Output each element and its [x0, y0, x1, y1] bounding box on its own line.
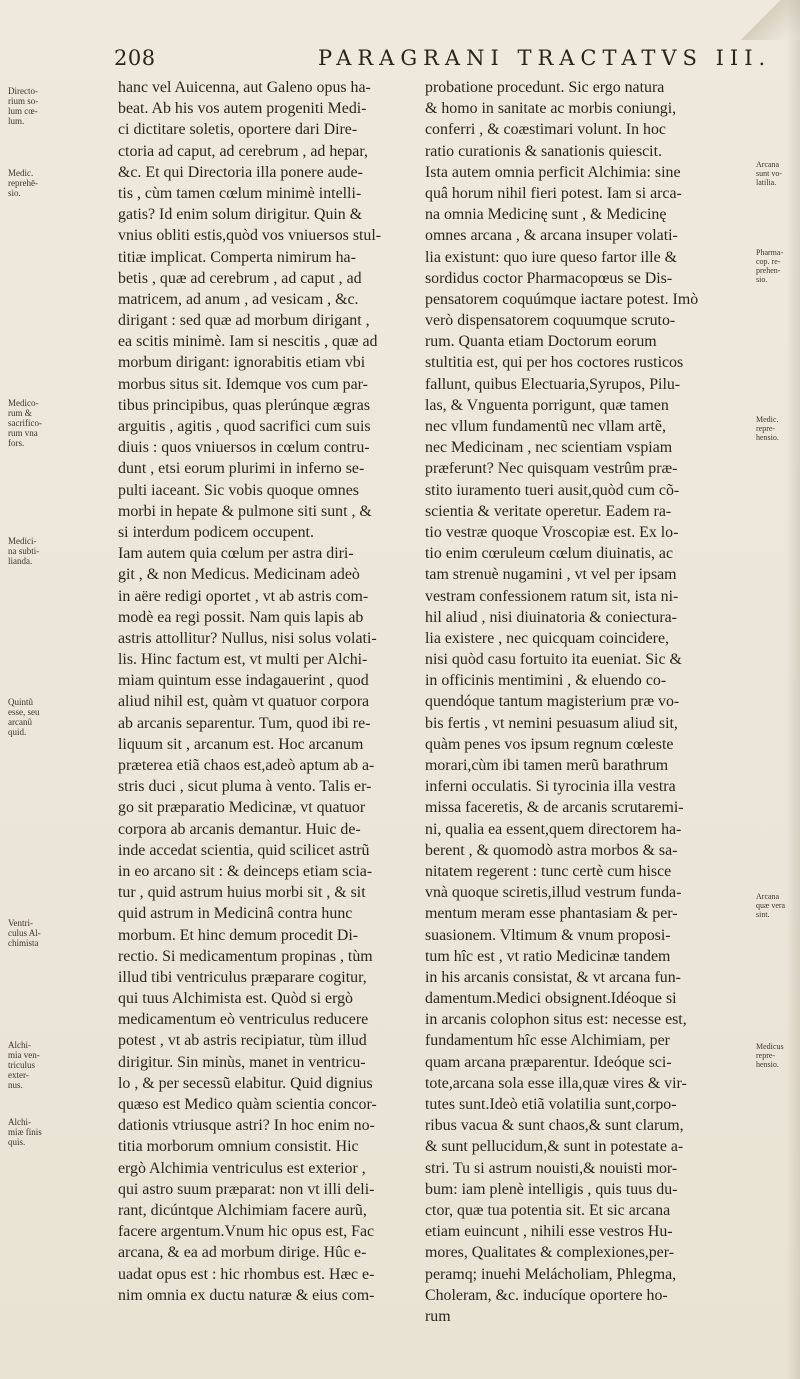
- margin-note: [8, 1117, 78, 1147]
- text-line: verò dispensatorem coquumque scruto-: [425, 312, 676, 330]
- text-line: quid astrum in Medicinâ contra hunc: [118, 905, 353, 923]
- text-line: betis , quæ ad cerebrum , ad caput , ad: [118, 269, 362, 287]
- text-line: &c. Et qui Directoria illa ponere aude-: [118, 163, 363, 181]
- text-line: peramq; inuehi Melácholiam, Phlegma,: [425, 1265, 677, 1283]
- margin-note: [756, 415, 796, 442]
- margin-note-line: Directo-: [8, 86, 38, 96]
- text-line: quæso est Medico quàm scientia concor-: [118, 1096, 377, 1113]
- text-line: uadat opus est : hic rhombus est. Hæc e-: [118, 1265, 375, 1283]
- text-line: lis. Hinc factum est, vt multi per Alchi-: [118, 651, 368, 669]
- margin-note-line: sint.: [756, 910, 770, 919]
- margin-note-line: latilia.: [756, 178, 777, 187]
- text-line: omnes arcana , & arcana insuper volati-: [425, 227, 678, 245]
- margin-note: [756, 892, 796, 919]
- page-header: [0, 46, 800, 76]
- text-line: morbi in hepate & pulmone siti sunt , &: [118, 502, 372, 520]
- text-line: suasionem. Vltimum & vnum proposi-: [425, 926, 671, 944]
- text-line: titiæ implicat. Comperta nimirum ha-: [118, 248, 356, 266]
- text-line: qui astro suum præparat: non vt illi deli-: [118, 1180, 375, 1198]
- text-line: nec Medicinam , nec scientiam vspiam: [425, 439, 673, 457]
- text-line: diuis : quos vniuersos in cœlum contru-: [118, 439, 370, 457]
- text-line: qui tuus Alchimista est. Quòd si ergò: [118, 990, 353, 1008]
- text-line: ratio curationis & sanationis quiescit.: [425, 142, 662, 160]
- margin-note: [756, 160, 796, 187]
- text-line: morari,cùm ibi tamen merũ barathrum: [425, 757, 669, 774]
- text-line: mores, Qualitates & complexiones,per-: [425, 1244, 675, 1262]
- margin-note-line: quid.: [8, 727, 27, 737]
- text-line: lia existunt: quo iure queso fartor ille &: [425, 248, 677, 266]
- text-line: tibus principibus, quas plerúnque ægras: [118, 396, 371, 414]
- margin-note-line: fors.: [8, 438, 25, 448]
- left-text-column: [118, 77, 408, 1306]
- text-line: rum: [425, 1307, 451, 1325]
- text-line: nim omnia ex ductu naturæ & eius com-: [118, 1286, 375, 1304]
- text-line: git , & non Medicus. Medicinam adeò: [118, 566, 360, 584]
- text-line: go sit præparatio Medicinæ, vt quatuor: [118, 799, 366, 817]
- margin-note-line: hensio.: [756, 433, 779, 442]
- margin-note-line: Alchi-: [8, 1040, 31, 1050]
- margin-note-line: repre-: [756, 1051, 776, 1060]
- text-line: nitatem regerent : tunc certè cum hisce: [425, 862, 672, 880]
- text-line: bum: iam plenè intelligis , quis tuus du-: [425, 1180, 678, 1198]
- text-line: præferunt? Nec quisquam vestrûm præ-: [425, 460, 678, 478]
- text-line: ergò Alchimia ventriculus est exterior ,: [118, 1159, 366, 1177]
- margin-note-line: Medici-: [8, 536, 37, 546]
- margin-note-line: cop. re-: [756, 257, 781, 266]
- text-line: pensatorem coquúmque iactare potest. Imò: [425, 290, 699, 308]
- text-line: rant, dicúntque Alchimiam facere aurũ,: [118, 1201, 367, 1219]
- margin-note-line: lum cœ-: [8, 106, 38, 116]
- margin-note-line: Pharma-: [756, 248, 784, 257]
- margin-note-line: nus.: [8, 1080, 23, 1090]
- text-line: in officinis mentimini , & eluendo co-: [425, 672, 667, 690]
- margin-note-line: Alchi-: [8, 1117, 31, 1127]
- text-line: aliud nihil est, quàm vt quatuor corpora: [118, 693, 370, 711]
- margin-note-line: quæ vera: [756, 901, 786, 910]
- text-line: ctoria ad caput, ad cerebrum , ad hepar,: [118, 142, 368, 160]
- text-line: lia existere , nec quicquam coincidere,: [425, 629, 669, 647]
- text-line: gatis? Id enim solum dirigitur. Quin &: [118, 206, 363, 224]
- margin-note-line: sio.: [8, 188, 21, 198]
- text-line: tio enim cœruleum cœlum diuinatis, ac: [425, 545, 674, 563]
- text-line: illud tibi ventriculus præparare cogitur,: [118, 968, 367, 986]
- text-line: quam arcana præparentur. Ideóque sci-: [425, 1053, 672, 1071]
- text-line: vnius obliti estis,quòd vos vniuersos stul-: [118, 227, 382, 245]
- right-text-column: [425, 77, 740, 1327]
- text-line: berent , & quomodò astra morbos & sa-: [425, 841, 678, 859]
- text-line: inde accedat scientia, quid scilicet astrũ: [118, 841, 370, 859]
- text-line: bis fertis , vt nemini pesuasum aliud sit,: [425, 714, 678, 732]
- text-line: dirigant : sed quæ ad morbum dirigant ,: [118, 312, 370, 330]
- text-line: stultitia est, qui per hos coctores rusticos: [425, 354, 684, 372]
- text-line: quàm penes vos ipsum regnum cœleste: [425, 735, 674, 753]
- margin-note-line: hensio.: [756, 1060, 779, 1069]
- text-line: ni, qualia ea essent,quem directorem ha-: [425, 820, 682, 838]
- text-line: hil aliud , nisi diuinatoria & coniectura-: [425, 608, 677, 626]
- text-line: matricem, ad anum , ad vesicam , &c.: [118, 290, 359, 308]
- text-line: lo , & per secessũ elabitur. Quid dignius: [118, 1074, 373, 1092]
- margin-note-line: prehen-: [756, 266, 781, 275]
- margin-note-line: Medic.: [756, 415, 779, 424]
- text-line: etiam euincunt , nihili esse vestros Hu-: [425, 1223, 673, 1241]
- text-line: arcana, & ea ad morbum dirige. Hûc e-: [118, 1244, 367, 1262]
- margin-note-line: rum &: [8, 408, 32, 418]
- text-line: ctor, quæ tua potentia sit. Et sic arcana: [425, 1201, 671, 1219]
- text-line: corpora ab arcanis demantur. Huic de-: [118, 820, 361, 838]
- margin-note-line: repre-: [756, 424, 776, 433]
- margin-note: [8, 86, 78, 126]
- margin-note-line: sunt vo-: [756, 169, 782, 178]
- text-line: Choleram, &c. inducíque oportere ho-: [425, 1286, 668, 1304]
- text-line: tote,arcana sola esse illa,quæ vires & vir-: [425, 1074, 687, 1092]
- text-line: ea scitis minimè. Iam si nescitis , quæ ad: [118, 333, 378, 351]
- text-line: rectio. Si medicamentum propinas , tùm: [118, 947, 373, 965]
- margin-note-line: Quintũ: [8, 697, 34, 707]
- text-line: facere argentum.Vnum hic opus est, Fac: [118, 1223, 375, 1241]
- margin-note: [8, 398, 78, 448]
- margin-note-line: lum.: [8, 116, 25, 126]
- margin-note-line: rium so-: [8, 96, 39, 106]
- text-line: mentum meram esse phantasiam & per-: [425, 905, 678, 923]
- margin-note-line: triculus: [8, 1060, 35, 1070]
- margin-note-line: Medico-: [8, 398, 39, 408]
- text-line: quâ horum nihil fieri potest. Iam si arca-: [425, 184, 682, 202]
- text-line: tis , cùm tamen cœlum minimè intelli-: [118, 184, 362, 202]
- margin-note: [8, 168, 78, 198]
- text-line: tum hîc est , vt ratio Medicinæ tandem: [425, 947, 671, 965]
- text-line: stris duci , sicut pluma à vento. Talis er-: [118, 778, 372, 796]
- text-line: probatione procedunt. Sic ergo natura: [425, 79, 665, 96]
- text-line: medicamentum eò ventriculus reducere: [118, 1011, 369, 1029]
- text-line: morbus situs sit. Idemque vos cum par-: [118, 375, 368, 393]
- text-line: in arcanis colophon situs est: necesse est,: [425, 1011, 687, 1029]
- text-line: ab arcanis separentur. Tum, quod ibi re-: [118, 714, 371, 732]
- text-line: scientia & veritate operetur. Eadem ra-: [425, 502, 672, 520]
- text-line: nisi quòd casu fortuito ita eueniat. Sic &: [425, 651, 682, 669]
- page-number: 208: [114, 46, 156, 70]
- text-line: inferni occulatis. Si tyrocinia illa vestra: [425, 778, 676, 796]
- margin-note-line: sacrifico-: [8, 418, 42, 428]
- text-line: quendóque tantum magisterium præ vo-: [425, 693, 680, 711]
- text-line: dunt , etsi eorum plurimi in inferno se-: [118, 460, 365, 478]
- text-line: las, & Vnguenta porrigunt, quæ tamen: [425, 396, 669, 414]
- margin-note-line: exter-: [8, 1070, 29, 1080]
- text-line: tio vestræ quoque Vroscopiæ est. Ex lo-: [425, 523, 679, 541]
- text-line: arguitis , agitis , quod sacrifici cum suis: [118, 418, 371, 435]
- margin-note: [8, 918, 78, 948]
- text-line: hanc vel Auicenna, aut Galeno opus ha-: [118, 79, 371, 96]
- margin-note-line: esse, seu: [8, 707, 40, 717]
- text-line: in aëre redigi oportet , vt ab astris com-: [118, 587, 369, 605]
- running-title: PARAGRANI TRACTATVS III.: [318, 46, 772, 70]
- text-line: sordidus coctor Pharmacopœus se Dis-: [425, 269, 673, 287]
- text-line: si interdum podicem occupent.: [118, 523, 314, 541]
- margin-note: [8, 1040, 78, 1090]
- margin-note-line: miæ finis: [8, 1127, 42, 1137]
- margin-note-line: na subti-: [8, 546, 40, 556]
- text-line: præterea etiã chaos est,adeò aptum ab a-: [118, 757, 375, 774]
- margin-note-line: mia ven-: [8, 1050, 40, 1060]
- text-line: morbum dirigant: ignorabitis etiam vbi: [118, 354, 366, 372]
- text-line: potest , vt ab astris recipiatur, tùm illud: [118, 1032, 367, 1050]
- margin-note-line: arcanũ: [8, 717, 32, 727]
- margin-note-line: rum vna: [8, 428, 38, 438]
- margin-note-line: culus Al-: [8, 928, 41, 938]
- text-line: beat. Ab his vos autem progeniti Medi-: [118, 100, 367, 118]
- text-line: & homo in sanitate ac morbis coniungi,: [425, 100, 677, 118]
- text-line: nec vllum fundamentũ nec vllam artẽ,: [425, 418, 666, 435]
- text-line: fundamentum hîc esse Alchimiam, per: [425, 1032, 670, 1050]
- text-line: pulti iaceant. Sic vobis quoque omnes: [118, 481, 359, 499]
- text-line: in eo arcano sit : & deinceps etiam scia-: [118, 862, 373, 880]
- text-line: stri. Tu si astrum nouisti,& nouisti mor-: [425, 1159, 678, 1177]
- text-line: miam quintum esse indagauerint , quod: [118, 672, 369, 690]
- text-line: Iam autem quia cœlum per astra diri-: [118, 545, 354, 563]
- margin-note-line: Arcana: [756, 892, 780, 901]
- text-line: dirigitur. Sin minùs, manet in ventricu-: [118, 1053, 366, 1071]
- text-line: conferri , & coæstimari volunt. In hoc: [425, 121, 666, 139]
- text-line: Ista autem omnia perficit Alchimia: sine: [425, 163, 681, 181]
- text-line: & sunt pellucidum,& sunt in potestate a-: [425, 1138, 684, 1156]
- text-line: vnà quoque sciretis,illud vestrum funda-: [425, 884, 682, 902]
- text-line: modè ea regi possit. Nam quis lapis ab: [118, 608, 364, 626]
- margin-note-line: Arcana: [756, 160, 780, 169]
- text-line: titia morborum omnium consistit. Hic: [118, 1138, 359, 1156]
- margin-note-line: Medic.: [8, 168, 34, 178]
- text-line: tur , quid astrum huius morbi sit , & sit: [118, 884, 366, 902]
- text-line: ci dictitare soletis, oportere dari Dire-: [118, 121, 358, 139]
- text-line: liquum sit , arcanum est. Hoc arcanum: [118, 735, 364, 753]
- text-line: tutes sunt.Ideò etiã volatilia sunt,corpo-: [425, 1096, 677, 1113]
- page-edge-shadow: [786, 0, 800, 1379]
- text-line: na omnia Medicinę sunt , & Medicinę: [425, 206, 667, 224]
- margin-note-line: chimista: [8, 938, 39, 948]
- margin-note-line: quis.: [8, 1137, 26, 1147]
- text-line: vestram confessionem ratum sit, ista ni-: [425, 587, 679, 605]
- margin-note: [8, 697, 78, 737]
- text-line: damentum.Medici obsignent.Idéoque si: [425, 990, 677, 1008]
- margin-note: [8, 536, 78, 566]
- text-line: rum. Quanta etiam Doctorum eorum: [425, 333, 657, 351]
- margin-note-line: lianda.: [8, 556, 33, 566]
- text-line: astris attollitur? Nullus, nisi solus volati-: [118, 629, 377, 647]
- text-line: dationis vtriusque astri? In hoc enim no-: [118, 1117, 375, 1135]
- margin-note-line: sio.: [756, 275, 768, 284]
- margin-note: [756, 248, 796, 284]
- text-line: in his arcanis consistat, & vt arcana fun-: [425, 968, 681, 986]
- margin-note-line: Ventri-: [8, 918, 33, 928]
- margin-note: [756, 1042, 796, 1069]
- text-line: ribus vacua & sunt chaos,& sunt clarum,: [425, 1117, 684, 1135]
- text-line: missa faceretis, & de arcanis scrutaremi-: [425, 799, 684, 817]
- text-line: tam strenuè nugamini , vt vel per ipsam: [425, 566, 677, 584]
- margin-note-line: Medicus: [756, 1042, 784, 1051]
- text-line: morbum. Et hinc demum procedit Di-: [118, 926, 359, 944]
- text-line: fallunt, quibus Electuaria,Syrupos, Pilu-: [425, 375, 681, 393]
- margin-note-line: reprehē-: [8, 178, 38, 188]
- text-line: stito iuramento tueri ausit,quòd cum cõ-: [425, 481, 680, 499]
